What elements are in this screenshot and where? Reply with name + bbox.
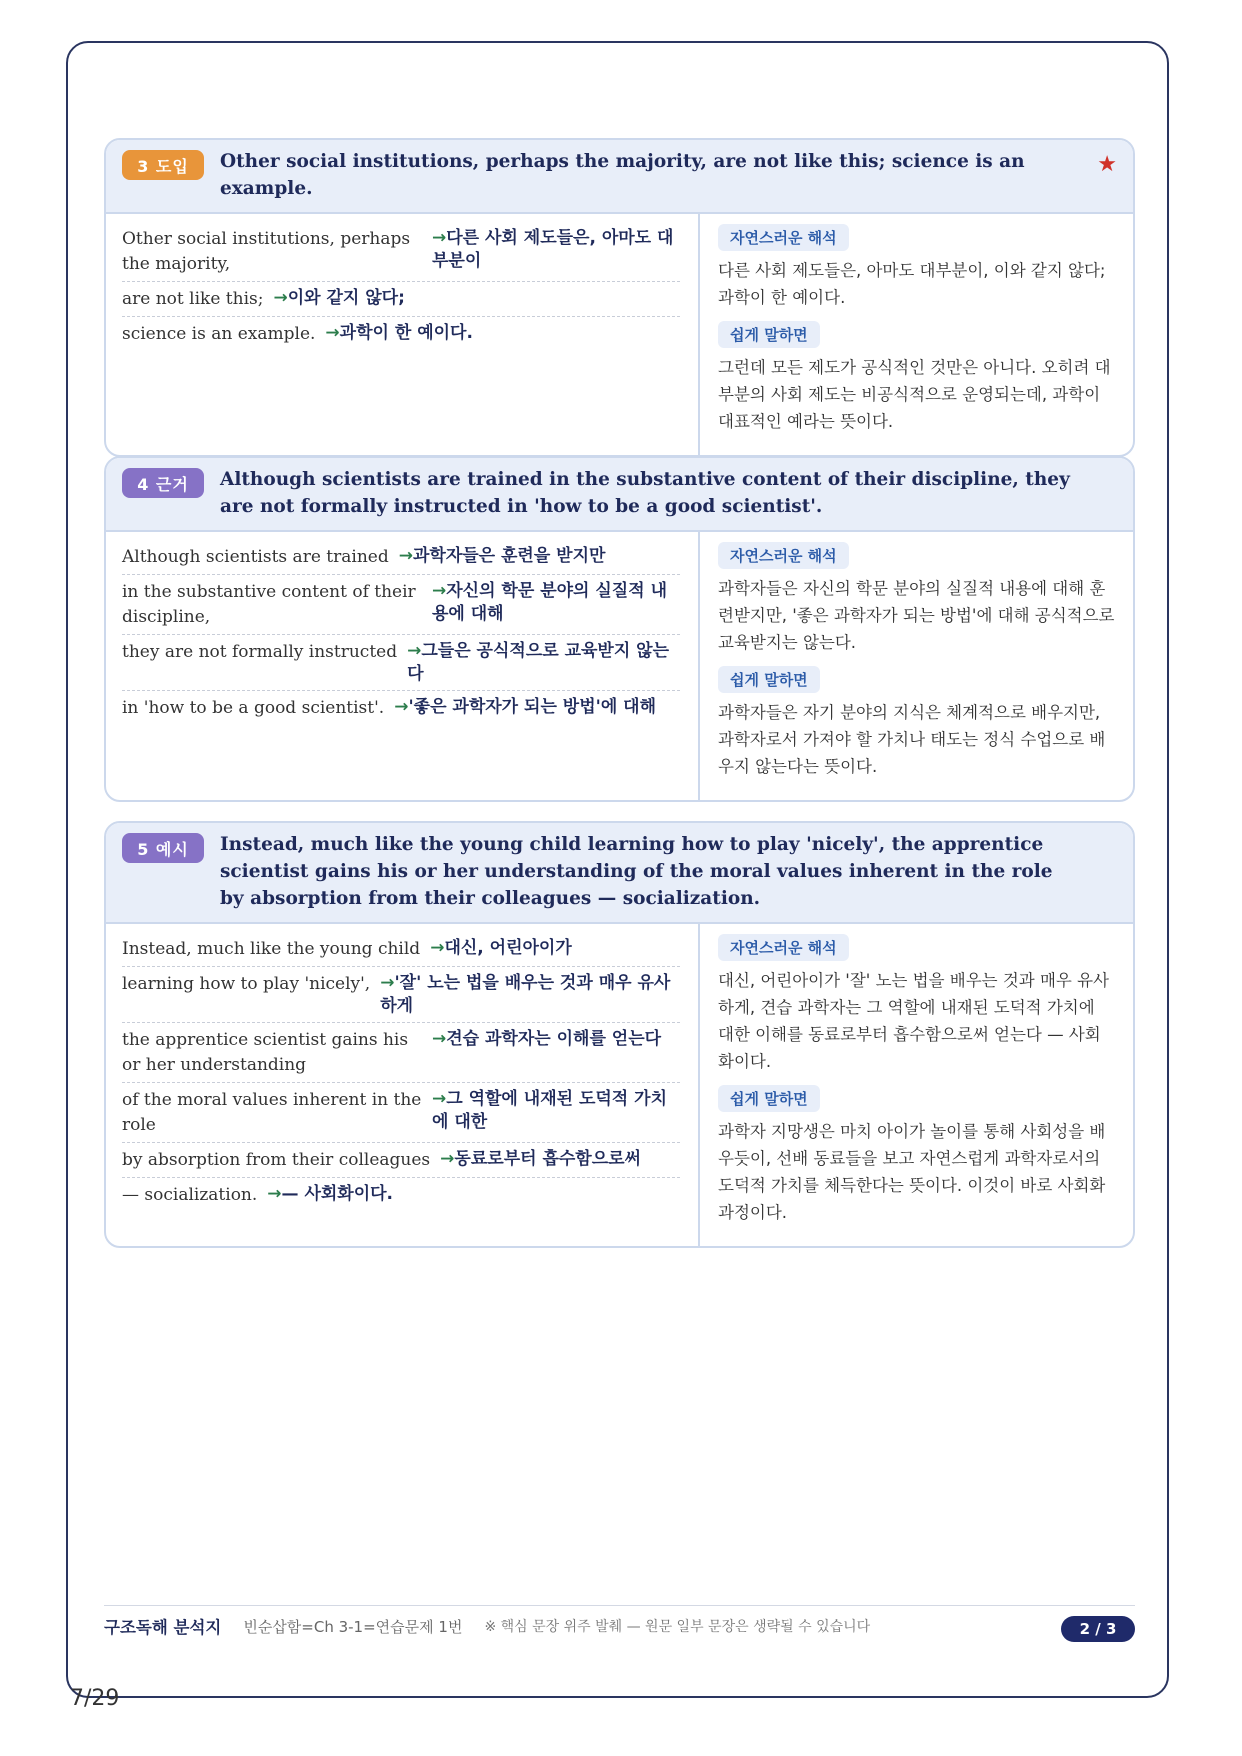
chunk-korean: →과학이 한 예이다. xyxy=(325,323,473,343)
chunk-english: by absorption from their colleagues xyxy=(122,1150,431,1170)
footer-note: ※ 핵심 문장 위주 발췌 — 원문 일부 문장은 생략될 수 있습니다 xyxy=(484,1619,871,1635)
chunk-list xyxy=(106,924,700,1246)
arrow-icon: → xyxy=(325,323,340,343)
footer-brand: 구조독해 분석지 xyxy=(104,1618,222,1637)
chunk-korean: →자신의 학문 분야의 실질적 내용에 대해 xyxy=(432,581,667,624)
chunk-korean: →동료로부터 흡수함으로써 xyxy=(440,1149,641,1169)
chunk-row xyxy=(122,1178,680,1212)
easy-explanation: 과학자 지망생은 마치 아이가 놀이를 통해 사회성을 배우듯이, 선배 동료들을 보고 자연스럽게 과학자로서의 도덕적 가치를 체득한다는 뜻이다. 이것이 바로 사회화 과정이다. xyxy=(718,1122,1106,1222)
arrow-icon: → xyxy=(267,1184,282,1204)
chunk-korean: →'잘' 노는 법을 배우는 것과 매우 유사하게 xyxy=(380,973,671,1016)
section-badge: 5 예시 xyxy=(122,833,204,863)
section-header xyxy=(106,458,1133,532)
section-headline: Instead, much like the young child learning how to play 'nicely', the apprentice scientist gains his or her understanding of the moral values inherent in the role by absorption from their colleagues — socialization. xyxy=(220,834,1053,909)
easy-explanation: 과학자들은 자기 분야의 지식은 체계적으로 배우지만, 과학자로서 가져야 할 가치나 태도는 정식 수업으로 배우지 않는다는 뜻이다. xyxy=(718,703,1106,776)
chunk-korean: →— 사회화이다. xyxy=(267,1184,394,1204)
chunk-korean: →이와 같지 않다; xyxy=(273,288,405,308)
interpretation-panel xyxy=(700,214,1133,455)
chunk-row xyxy=(122,932,680,967)
arrow-icon: → xyxy=(440,1149,455,1169)
section-header xyxy=(106,140,1133,214)
arrow-icon: → xyxy=(273,288,288,308)
section-card-5 xyxy=(104,821,1135,1248)
easy-label: 쉽게 말하면 xyxy=(718,666,820,693)
page-number-badge: 2 / 3 xyxy=(1061,1616,1135,1642)
section-header xyxy=(106,823,1133,924)
section-badge: 3 도입 xyxy=(122,150,204,180)
footer-source: 빈순삽함=Ch 3-1=연습문제 1번 xyxy=(243,1617,463,1636)
arrow-icon: → xyxy=(407,641,422,661)
chunk-english: in 'how to be a good scientist'. xyxy=(122,698,385,718)
chunk-korean: →'좋은 과학자가 되는 방법'에 대해 xyxy=(394,697,657,717)
chunk-english: Although scientists are trained xyxy=(122,547,389,567)
star-icon: ★ xyxy=(1097,152,1117,177)
chunk-list xyxy=(106,532,700,800)
arrow-icon: → xyxy=(432,1029,447,1049)
natural-translation: 대신, 어린아이가 '잘' 노는 법을 배우는 것과 매우 유사하게, 견습 과학자는 그 역할에 내재된 도덕적 가치에 대한 이해를 동료로부터 흡수함으로써 얻는다 — 사회화이다. xyxy=(718,971,1109,1071)
arrow-icon: → xyxy=(398,546,413,566)
section-card-4 xyxy=(104,456,1135,802)
chunk-english: — socialization. xyxy=(122,1185,258,1205)
interpretation-panel xyxy=(700,532,1133,800)
chunk-row xyxy=(122,317,680,351)
chunk-english: science is an example. xyxy=(122,324,316,344)
interpretation-panel xyxy=(700,924,1133,1246)
chunk-english: they are not formally instructed xyxy=(122,642,398,662)
arrow-icon: → xyxy=(432,1089,447,1109)
chunk-korean: →다른 사회 제도들은, 아마도 대부분이 xyxy=(432,228,674,271)
natural-translation: 다른 사회 제도들은, 아마도 대부분이, 이와 같지 않다; 과학이 한 예이다. xyxy=(718,261,1106,307)
chunk-english: learning how to play 'nicely', xyxy=(122,974,371,994)
natural-label: 자연스러운 해석 xyxy=(718,224,849,251)
arrow-icon: → xyxy=(432,228,447,248)
document-page-counter: 7/29 xyxy=(70,1686,120,1711)
chunk-english: of the moral values inherent in the role xyxy=(122,1090,422,1135)
arrow-icon: → xyxy=(432,581,447,601)
chunk-row xyxy=(122,967,680,1023)
chunk-row xyxy=(122,635,680,691)
natural-label: 자연스러운 해석 xyxy=(718,934,849,961)
chunk-list xyxy=(106,214,700,455)
chunk-row xyxy=(122,222,680,282)
easy-label: 쉽게 말하면 xyxy=(718,1085,820,1112)
chunk-english: Other social institutions, perhaps the majority, xyxy=(122,229,411,274)
chunk-row xyxy=(122,282,680,317)
section-headline: Although scientists are trained in the substantive content of their discipline, they are not formally instructed in 'how to be a good scientist'. xyxy=(220,469,1070,517)
page-footer xyxy=(104,1605,1135,1646)
easy-label: 쉽게 말하면 xyxy=(718,321,820,348)
natural-label: 자연스러운 해석 xyxy=(718,542,849,569)
chunk-row xyxy=(122,1143,680,1178)
chunk-row xyxy=(122,540,680,575)
chunk-english: the apprentice scientist gains his or her understanding xyxy=(122,1030,409,1075)
chunk-english: are not like this; xyxy=(122,289,264,309)
chunk-korean: →대신, 어린아이가 xyxy=(430,938,572,958)
arrow-icon: → xyxy=(394,697,409,717)
section-badge: 4 근거 xyxy=(122,468,204,498)
chunk-korean: →그들은 공식적으로 교육받지 않는다 xyxy=(407,641,670,684)
easy-explanation: 그런데 모든 제도가 공식적인 것만은 아니다. 오히려 대부분의 사회 제도는 비공식적으로 운영되는데, 과학이 대표적인 예라는 뜻이다. xyxy=(718,358,1111,431)
chunk-row xyxy=(122,1023,680,1083)
chunk-korean: →그 역할에 내재된 도덕적 가치에 대한 xyxy=(432,1089,667,1132)
arrow-icon: → xyxy=(380,973,395,993)
chunk-english: Instead, much like the young child xyxy=(122,939,421,959)
chunk-row xyxy=(122,691,680,725)
chunk-row xyxy=(122,1083,680,1143)
chunk-korean: →과학자들은 훈련을 받지만 xyxy=(398,546,606,566)
section-card-3 xyxy=(104,138,1135,457)
natural-translation: 과학자들은 자신의 학문 분야의 실질적 내용에 대해 훈련받지만, '좋은 과학자가 되는 방법'에 대해 공식적으로 교육받지는 않는다. xyxy=(718,579,1115,652)
chunk-row xyxy=(122,575,680,635)
chunk-english: in the substantive content of their discipline, xyxy=(122,582,416,627)
chunk-korean: →견습 과학자는 이해를 얻는다 xyxy=(432,1029,662,1049)
arrow-icon: → xyxy=(430,938,445,958)
section-headline: Other social institutions, perhaps the majority, are not like this; science is an example. xyxy=(220,151,1025,199)
